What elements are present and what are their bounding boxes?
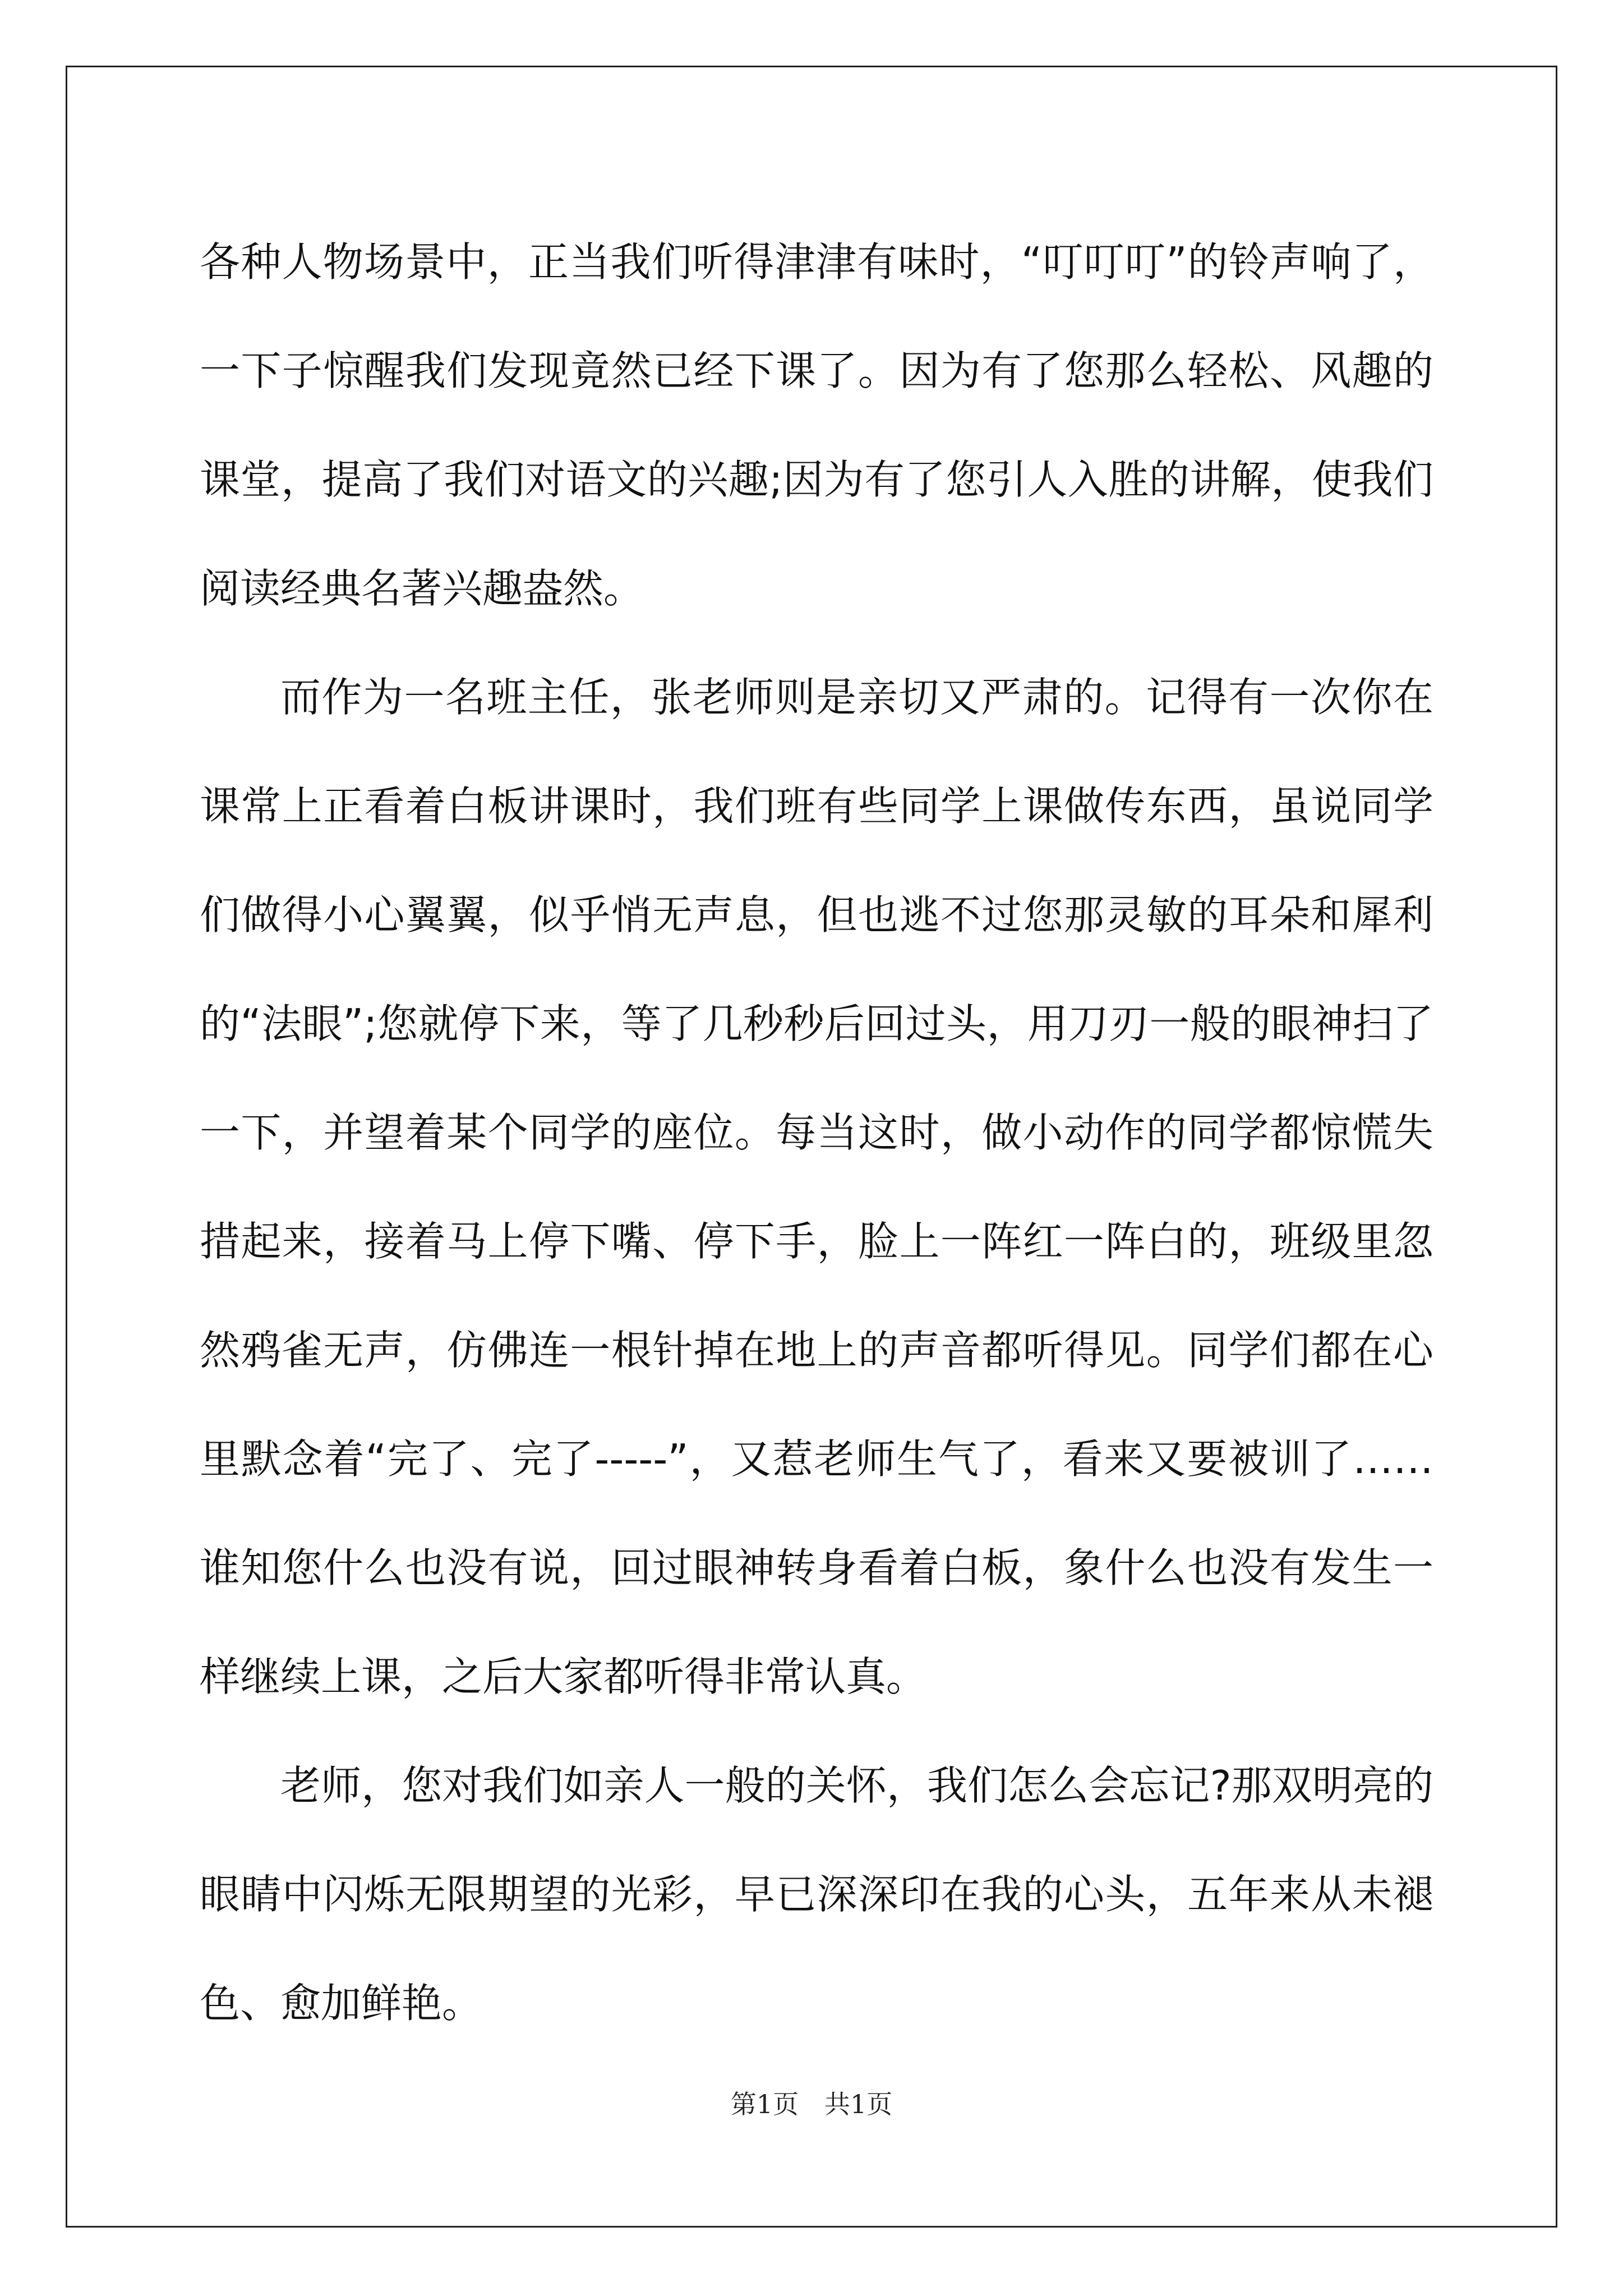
page-footer: 第1页 共1页 (730, 2089, 893, 2119)
paragraph-2: 而作为一名班主任，张老师则是亲切又严肃的。记得有一次你在课常上正看着白板讲课时，我们班有些同学上课做传东西，虽说同学们做得小心翼翼，似乎悄无声息，但也逃不过您那灵敏的耳朵和犀利的“法眼”;您就停下来，等了几秒秒后回过头，用刀刃一般的眼神扫了一下，并望着某个同学的座位。每当这时，做小动作的同学都惊慌失措起来，接着马上停下嘴、停下手，脸上一阵红一阵白的，班级里忽然鸦雀无声，仿佛连一根针掉在地上的声音都听得见。同学们都在心里默念着“完了、完了-----”，又惹老师生气了，看来又要被训了……谁知您什么也没有说，回过眼神转身看着白板，象什么也没有发生一样继续上课，之后大家都听得非常认真。 (200, 674, 1433, 1700)
document-body (200, 208, 1433, 2058)
paragraph-1: 各种人物场景中，正当我们听得津津有味时，“叮叮叮”的铃声响了，一下子惊醒我们发现竟然已经下课了。因为有了您那么轻松、风趣的课堂，提高了我们对语文的兴趣;因为有了您引人入胜的讲解，使我们阅读经典名著兴趣盎然。 (200, 238, 1433, 612)
paragraph-3: 老师，您对我们如亲人一般的关怀，我们怎么会忘记?那双明亮的眼睛中闪烁无限期望的光彩，早已深深印在我的心头，五年来从未褪色、愈加鲜艳。 (200, 1762, 1433, 2027)
